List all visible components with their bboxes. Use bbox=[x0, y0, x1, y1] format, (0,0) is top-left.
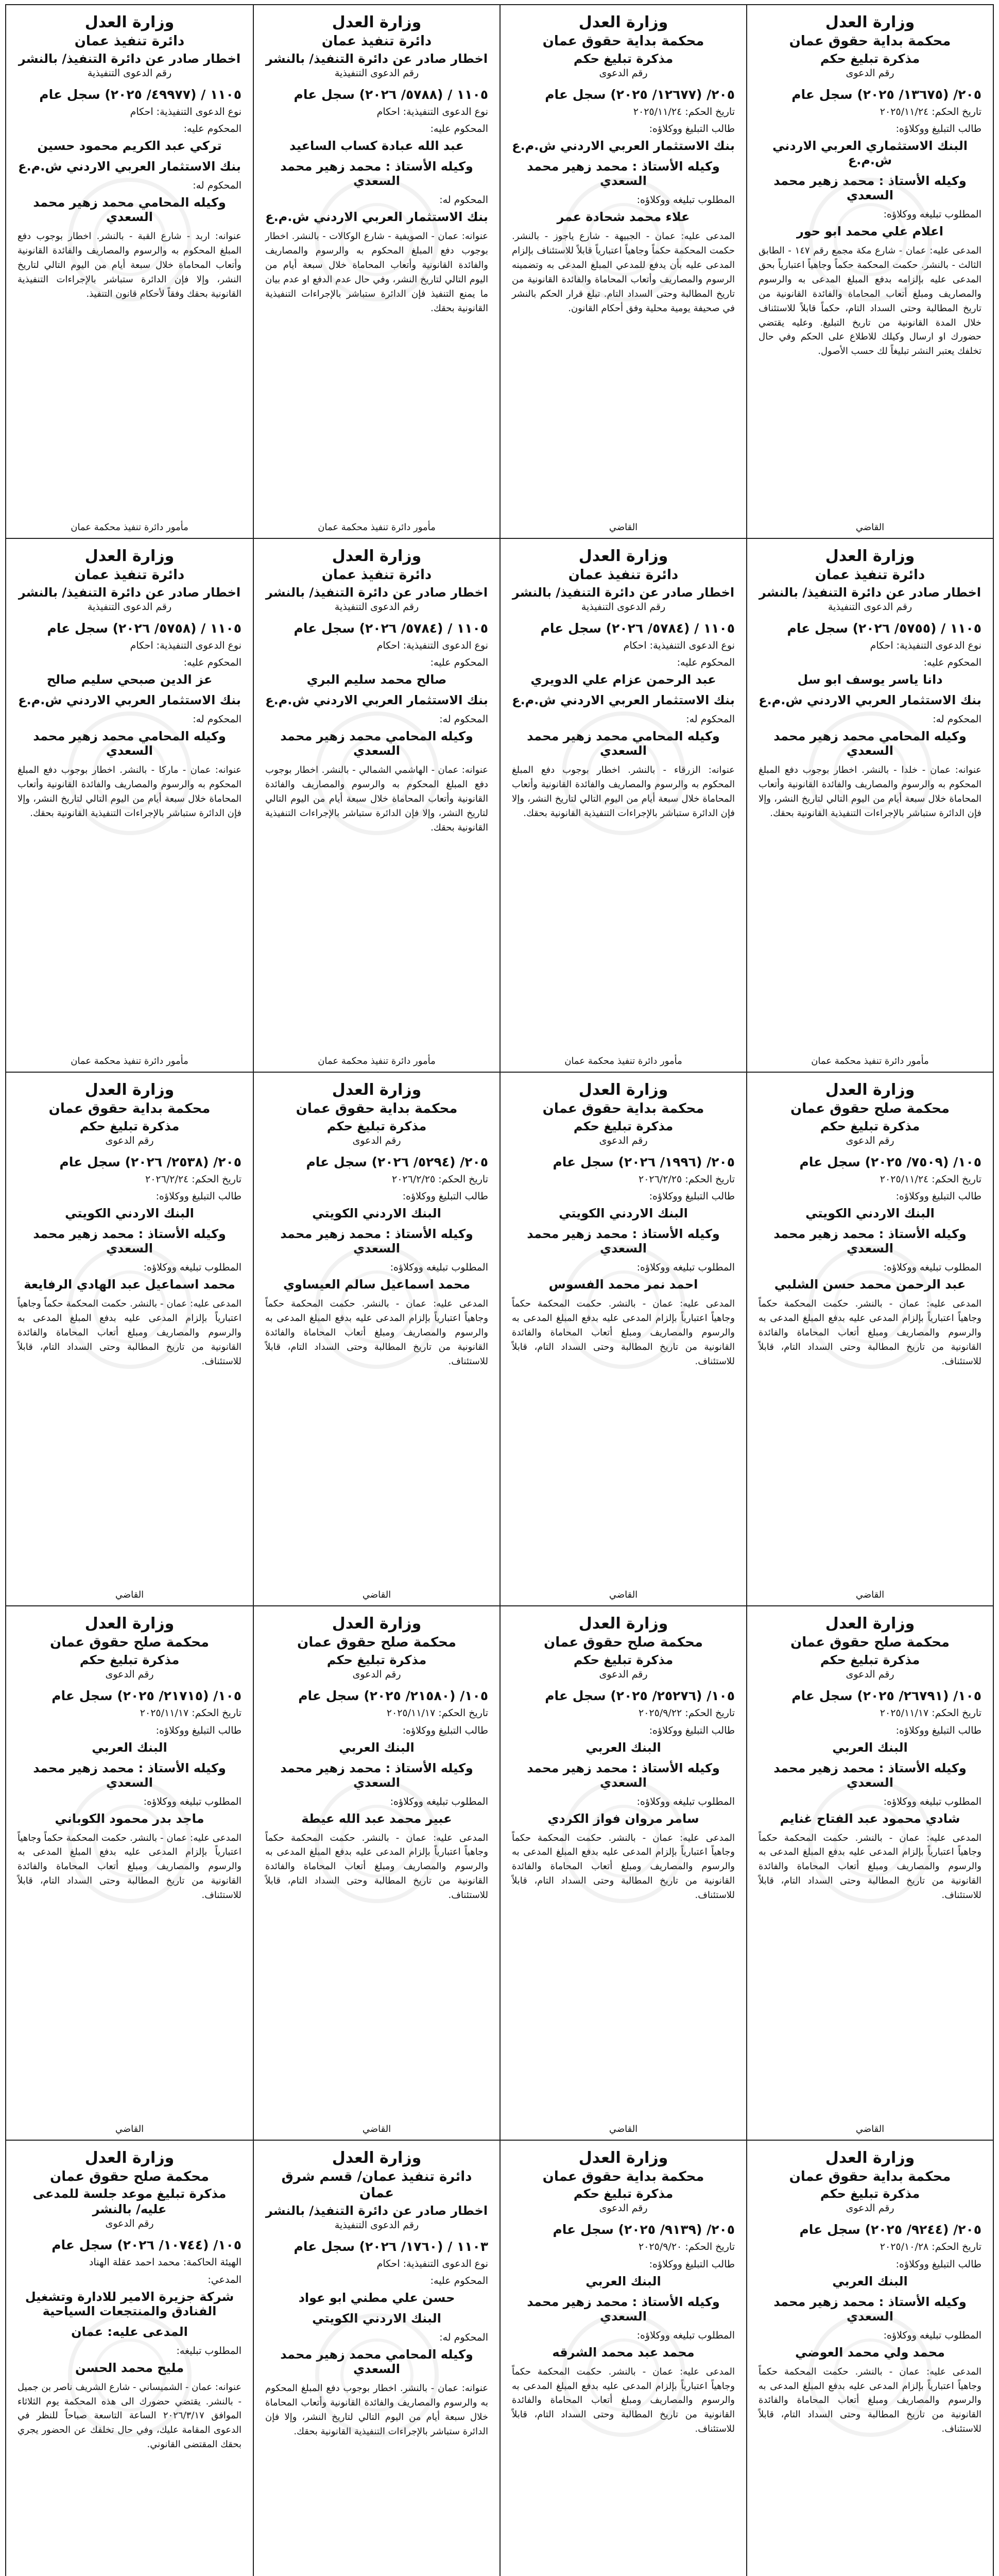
judgment-date: نوع الدعوى التنفيذية: احكام bbox=[623, 639, 735, 651]
case-number: ٢٠٥/ (٩٢٤٤/ ٢٠٢٥) سجل عام bbox=[799, 2222, 981, 2238]
notice-body: المدعى عليه: عمان - الجبيهة - شارع ياجوز - بالنشر. حكمت المحكمة حكماً وجاهياً اعتبارياً قابلاً للاستئناف بإلزام المدعى عليه بأن يدفع للمدعي المبلغ المدعى به وتضمينه الرسوم والمصاريف وأتعاب المحاماة والفائدة القانونية من تاريخ المطالبة وحتى السداد التام. تبلغ قرار الحكم بالنشر في صحيفة يومية محلية وفق أحكام القانون. bbox=[512, 231, 735, 314]
notice-body: عنوانه: الزرقاء - بالنشر. اخطار بوجوب دفع المبلغ المحكوم به والرسوم والمصاريف والفائدة القانونية وأتعاب المحاماة خلال سبعة أيام من اليوم التالي لتاريخ النشر، وإلا فإن الدائرة ستباشر بالإجراءات التنفيذية القانونية بحقك. bbox=[512, 765, 735, 819]
recipient-label: المطلوب تبليغه ووكلاؤه: bbox=[883, 1795, 981, 1807]
party-agent: وكيله الأستاذ : محمد زهير محمد السعدي bbox=[527, 2294, 720, 2324]
legal-notice bbox=[6, 5, 253, 539]
party-recipient: احمد نمر محمد الفسوس bbox=[548, 1277, 698, 1292]
notice-type: مذكرة تبليغ حكم bbox=[326, 1652, 427, 1667]
signature-line: القاضي bbox=[609, 2123, 638, 2134]
recipient-label: المحكوم له: bbox=[193, 180, 242, 192]
legal-notice bbox=[746, 539, 993, 1073]
party-agent: وكيله الأستاذ : محمد زهير محمد السعدي bbox=[527, 1760, 720, 1790]
ministry-title: وزارة العدل bbox=[332, 1081, 422, 1099]
notice-type: مذكرة تبليغ موعد جلسة للمدعى عليه/ بالنشر bbox=[32, 2187, 227, 2217]
party-primary: البنك الاردني الكويتي bbox=[805, 1206, 935, 1221]
judgment-date: تاريخ الحكم: ٢٠٢٥/١١/٢٤ bbox=[880, 106, 981, 117]
ministry-title: وزارة العدل bbox=[332, 547, 422, 566]
requester-label: طالب التبليغ ووكلاؤه: bbox=[156, 1724, 242, 1736]
judgment-date: تاريخ الحكم: ٢٠٢٥/١١/١٧ bbox=[140, 1707, 242, 1719]
recipient-label: المحكوم له: bbox=[439, 194, 488, 206]
legal-notice bbox=[253, 1073, 499, 1606]
party-recipient: وكيله المحامي محمد زهير محمد السعدي bbox=[280, 729, 473, 758]
notice-type: مذكرة تبليغ حكم bbox=[820, 2187, 920, 2201]
judgment-date: تاريخ الحكم: ٢٠٢٥/١١/١٧ bbox=[880, 1707, 981, 1719]
notice-type: مذكرة تبليغ حكم bbox=[820, 1652, 920, 1667]
party-recipient: عبير محمد عبد الله عيطة bbox=[301, 1811, 452, 1826]
court-name: دائرة تنفيذ عمان bbox=[321, 567, 432, 583]
party-primary: شركة جزيرة الامير للادارة وتشغيل الفنادق والمنتجعات السياحية bbox=[25, 2289, 234, 2318]
legal-notice bbox=[253, 2141, 499, 2576]
legal-notice bbox=[253, 539, 499, 1073]
case-number-label: رقم الدعوى التنفيذية bbox=[334, 2219, 419, 2231]
recipient-label: المطلوب تبليغه ووكلاؤه: bbox=[636, 194, 735, 206]
requester-label: المحكوم عليه: bbox=[430, 2275, 488, 2287]
party-recipient: محمد ولي محمد العوضي bbox=[795, 2345, 945, 2360]
signature-line: القاضي bbox=[115, 1589, 144, 1601]
requester-label: المحكوم عليه: bbox=[430, 123, 488, 135]
party-agent: بنك الاستثمار العربي الاردني ش.م.ع bbox=[18, 159, 241, 174]
party-recipient: اعلام علي محمد ابو حور bbox=[797, 224, 943, 239]
party-recipient: علاء محمد شحادة عمر bbox=[557, 210, 690, 225]
ministry-title: وزارة العدل bbox=[84, 2148, 175, 2167]
case-number: ١٠٥/ (٢١٥٨٠/ ٢٠٢٥) سجل عام bbox=[298, 1688, 488, 1703]
legal-notice bbox=[746, 5, 993, 539]
case-number-label: رقم الدعوى bbox=[846, 1668, 894, 1680]
ministry-title: وزارة العدل bbox=[825, 1081, 915, 1099]
requester-label: المدعي: bbox=[208, 2274, 242, 2285]
requester-label: المحكوم عليه: bbox=[923, 657, 981, 669]
case-number-label: رقم الدعوى التنفيذية bbox=[334, 601, 419, 613]
signature-line: القاضي bbox=[115, 2123, 144, 2134]
party-recipient: وكيله المحامي محمد زهير محمد السعدي bbox=[527, 729, 720, 758]
recipient-label: المطلوب تبليغه ووكلاؤه: bbox=[390, 1795, 488, 1807]
party-agent: وكيله الأستاذ : محمد زهير محمد السعدي bbox=[773, 2294, 967, 2324]
court-name: محكمة صلح حقوق عمان bbox=[297, 1635, 456, 1651]
notice-type: مذكرة تبليغ حكم bbox=[79, 1118, 180, 1133]
recipient-label: المطلوب تبليغه ووكلاؤه: bbox=[883, 209, 981, 221]
ministry-title: وزارة العدل bbox=[825, 13, 915, 31]
party-primary: حسن علي مطني ابو عواد bbox=[298, 2291, 455, 2306]
case-number: ٢٠٥/ (٥٢٩٤/ ٢٠٢٦) سجل عام bbox=[306, 1154, 488, 1170]
case-number: ١٠٥/ (٢٥٢٧٦/ ٢٠٢٥) سجل عام bbox=[545, 1688, 735, 1703]
recipient-label: المحكوم له: bbox=[933, 714, 981, 725]
party-agent: وكيله الأستاذ : محمد زهير محمد السعدي bbox=[280, 1760, 473, 1790]
signature-line: القاضي bbox=[609, 1589, 638, 1601]
signature-line: مأمور دائرة تنفيذ محكمة عمان bbox=[71, 1056, 188, 1067]
party-primary: صالح محمد سليم البري bbox=[306, 672, 447, 687]
ministry-title: وزارة العدل bbox=[578, 1615, 668, 1633]
case-number: ١١٠٥ / (٤٩٩٧٧/ ٢٠٢٥) سجل عام bbox=[39, 87, 242, 102]
signature-line: القاضي bbox=[362, 2123, 391, 2134]
party-primary: البنك العربي bbox=[339, 1740, 415, 1755]
notice-body: عنوانه: عمان - الشميساني - شارع الشريف ناصر بن جميل - بالنشر. يقتضي حضورك الى هذه المحكمة يوم الثلاثاء الموافق ٢٠٢٦/٣/١٧ الساعة التاسعة صباحاً للنظر في الدعوى المقامة عليك، وفي حال تخلفك عن الحضور يجري بحقك المقتضى القانوني. bbox=[18, 2381, 242, 2450]
notice-body: المدعى عليه: عمان - بالنشر. حكمت المحكمة حكماً وجاهياً اعتبارياً بإلزام المدعى عليه بدفع المبلغ المدعى به والرسوم والمصاريف ومبلغ أتعاب المحاماة والفائدة القانونية من تاريخ المطالبة وحتى السداد التام، قابلاً للاستئناف. bbox=[512, 1298, 735, 1367]
notice-body: المدعى عليه: عمان - بالنشر. حكمت المحكمة حكماً وجاهياً اعتبارياً بإلزام المدعى عليه بدفع المبلغ المدعى به والرسوم والمصاريف ومبلغ أتعاب المحاماة والفائدة القانونية من تاريخ المطالبة وحتى السداد التام، قابلاً للاستئناف. bbox=[265, 1298, 488, 1367]
ministry-title: وزارة العدل bbox=[578, 2148, 668, 2167]
court-name: دائرة تنفيذ عمان bbox=[74, 567, 185, 583]
requester-label: طالب التبليغ ووكلاؤه: bbox=[649, 123, 735, 135]
court-name: محكمة بداية حقوق عمان bbox=[296, 1101, 458, 1117]
case-number-label: رقم الدعوى bbox=[105, 2218, 154, 2230]
signature-line: مأمور دائرة تنفيذ محكمة عمان bbox=[564, 1056, 682, 1067]
legal-notice bbox=[499, 1073, 746, 1606]
judgment-date: الهيئة الحاكمة: محمد احمد عقلة الهناد bbox=[89, 2257, 242, 2268]
ministry-title: وزارة العدل bbox=[578, 547, 668, 566]
legal-notice bbox=[746, 1073, 993, 1606]
judgment-date: تاريخ الحكم: ٢٠٢٥/١١/٢٤ bbox=[880, 1173, 981, 1185]
notice-body: المدعى عليه: عمان - بالنشر. حكمت المحكمة حكماً وجاهياً اعتبارياً بإلزام المدعى عليه بدفع المبلغ المدعى به والرسوم والمصاريف ومبلغ أتعاب المحاماة والفائدة القانونية من تاريخ المطالبة وحتى السداد التام، قابلاً للاستئناف. bbox=[759, 1298, 981, 1367]
court-name: دائرة تنفيذ عمان bbox=[321, 33, 432, 49]
legal-notice bbox=[6, 2141, 253, 2576]
case-number-label: رقم الدعوى bbox=[599, 1668, 648, 1680]
court-name: محكمة بداية حقوق عمان bbox=[789, 33, 951, 49]
requester-label: المحكوم عليه: bbox=[430, 657, 488, 669]
case-number: ٢٠٥/ (٢٥٣٨/ ٢٠٢٦) سجل عام bbox=[59, 1154, 242, 1170]
party-recipient: سامر مروان فواز الكردي bbox=[547, 1811, 699, 1826]
party-recipient: وكيله المحامي محمد زهير محمد السعدي bbox=[33, 195, 226, 225]
legal-notice bbox=[6, 1606, 253, 2140]
recipient-label: المطلوب تبليغه ووكلاؤه: bbox=[636, 2329, 735, 2341]
party-primary: البنك العربي bbox=[92, 1740, 167, 1755]
case-number: ١١٠٥ / (٥٧٨٤/ ٢٠٢٦) سجل عام bbox=[540, 620, 735, 636]
requester-label: طالب التبليغ ووكلاؤه: bbox=[649, 1191, 735, 1202]
case-number-label: رقم الدعوى bbox=[846, 67, 894, 79]
ministry-title: وزارة العدل bbox=[578, 13, 668, 31]
party-primary: عبد الرحمن عزام علي الدويري bbox=[530, 672, 716, 687]
party-recipient: شادي محمود عبد الفتاح غنايم bbox=[780, 1811, 960, 1826]
judgment-date: تاريخ الحكم: ٢٠٢٥/٩/٢٠ bbox=[638, 2241, 735, 2253]
legal-notice bbox=[746, 1606, 993, 2140]
party-primary: البنك الاردني الكويتي bbox=[559, 1206, 688, 1221]
judgment-date: تاريخ الحكم: ٢٠٢٥/١٠/٢٨ bbox=[880, 2241, 981, 2253]
legal-notice bbox=[6, 1073, 253, 1606]
ministry-title: وزارة العدل bbox=[84, 1081, 175, 1099]
party-recipient: وكيله المحامي محمد زهير محمد السعدي bbox=[280, 2347, 473, 2377]
party-agent: وكيله الأستاذ : محمد زهير محمد السعدي bbox=[33, 1760, 226, 1790]
party-agent: البنك الاردني الكويتي bbox=[312, 2311, 441, 2326]
case-number: ١٠٥/ (٢٦٧٩١/ ٢٠٢٥) سجل عام bbox=[791, 1688, 981, 1703]
recipient-label: المطلوب تبليغه ووكلاؤه: bbox=[636, 1795, 735, 1807]
requester-label: طالب التبليغ ووكلاؤه: bbox=[402, 1191, 488, 1202]
case-number: ١١٠٣ / (١٧٦٠/ ٢٠٢٦) سجل عام bbox=[294, 2239, 488, 2254]
ministry-title: وزارة العدل bbox=[84, 1615, 175, 1633]
court-name: محكمة بداية حقوق عمان bbox=[48, 1101, 211, 1117]
case-number-label: رقم الدعوى bbox=[105, 1668, 154, 1680]
case-number-label: رقم الدعوى bbox=[599, 1134, 648, 1146]
recipient-label: المطلوب تبليغه ووكلاؤه: bbox=[883, 2329, 981, 2341]
judgment-date: نوع الدعوى التنفيذية: احكام bbox=[130, 639, 242, 651]
notice-body: عنوانه: عمان - ماركا - بالنشر. اخطار بوجوب دفع المبلغ المحكوم به والرسوم والمصاريف والفائدة القانونية وأتعاب المحاماة خلال سبعة أيام من اليوم التالي لتاريخ النشر، وإلا فإن الدائرة ستباشر بالإجراءات التنفيذية القانونية بحقك. bbox=[18, 765, 242, 819]
recipient-label: المطلوب تبليغه ووكلاؤه: bbox=[390, 1262, 488, 1274]
notice-type: مذكرة تبليغ حكم bbox=[573, 51, 674, 66]
party-primary: تركي عبد الكريم محمود حسين bbox=[37, 139, 222, 154]
notice-type: مذكرة تبليغ حكم bbox=[326, 1118, 427, 1133]
legal-notice bbox=[499, 5, 746, 539]
party-primary: بنك الاستثمار العربي الاردني ش.م.ع bbox=[512, 139, 735, 154]
notice-type: اخطار صادر عن دائرة التنفيذ/ بالنشر bbox=[265, 51, 488, 66]
notice-body: المدعى عليه: عمان - شارع مكة مجمع رقم ١٤٧ - الطابق الثالث - بالنشر. حكمت المحكمة حكماً وجاهياً اعتبارياً بحق المدعى عليه بإلزامه بدفع المبلغ المدعى به والرسوم والمصاريف ومبلغ أتعاب المحاماة والفائدة القانونية من تاريخ المطالبة وحتى السداد التام، حكماً قابلاً للاستئناف خلال المدة القانونية من تاريخ التبليغ. وعليه يقتضي حضورك او ارسال وكيلك للاطلاع على الحكم وفي حال تخلفك يعتبر النشر تبليغاً لك حسب الأصول. bbox=[759, 245, 981, 357]
ministry-title: وزارة العدل bbox=[825, 2148, 915, 2167]
case-number-label: رقم الدعوى bbox=[599, 67, 648, 79]
court-name: محكمة صلح حقوق عمان bbox=[544, 1635, 703, 1651]
case-number: ١١٠٥ / (٥٧٨٤/ ٢٠٢٦) سجل عام bbox=[294, 620, 488, 636]
signature-line: مأمور دائرة تنفيذ محكمة عمان bbox=[318, 1056, 436, 1067]
judgment-date: تاريخ الحكم: ٢٠٢٦/٢/٢٥ bbox=[638, 1173, 735, 1185]
notice-type: اخطار صادر عن دائرة التنفيذ/ بالنشر bbox=[18, 51, 241, 66]
party-primary: البنك العربي bbox=[832, 1740, 908, 1755]
court-name: دائرة تنفيذ عمان/ قسم شرق عمان bbox=[281, 2168, 472, 2201]
judgment-date: تاريخ الحكم: ٢٠٢٥/٩/٢٢ bbox=[638, 1707, 735, 1719]
notice-body: المدعى عليه: عمان - بالنشر. حكمت المحكمة حكماً وجاهياً اعتبارياً بإلزام المدعى عليه بدفع المبلغ المدعى به والرسوم والمصاريف ومبلغ أتعاب المحاماة والفائدة القانونية من تاريخ المطالبة وحتى السداد التام، قابلاً للاستئناف. bbox=[759, 2366, 981, 2435]
case-number: ٢٠٥/ (١٩٩٦/ ٢٠٢٦) سجل عام bbox=[553, 1154, 735, 1170]
party-recipient: ماجد بدر محمود الكوباني bbox=[55, 1811, 204, 1826]
party-recipient: محمد اسماعيل سالم العيساوي bbox=[283, 1277, 471, 1292]
party-primary: البنك الاردني الكويتي bbox=[312, 1206, 441, 1221]
case-number: ١١٠٥ / (٥٧٨٨/ ٢٠٢٦) سجل عام bbox=[294, 87, 488, 102]
case-number-label: رقم الدعوى bbox=[352, 1668, 401, 1680]
notice-type: اخطار صادر عن دائرة التنفيذ/ بالنشر bbox=[265, 585, 488, 600]
party-primary: البنك العربي bbox=[585, 2274, 661, 2289]
case-number-label: رقم الدعوى التنفيذية bbox=[87, 601, 172, 613]
party-agent: بنك الاستثمار العربي الاردني ش.م.ع bbox=[265, 693, 488, 708]
party-agent: وكيله الأستاذ : محمد زهير محمد السعدي bbox=[773, 1760, 967, 1790]
signature-line: القاضي bbox=[855, 522, 885, 533]
requester-label: طالب التبليغ ووكلاؤه: bbox=[895, 1191, 981, 1202]
party-agent: وكيله الأستاذ : محمد زهير محمد السعدي bbox=[280, 159, 473, 189]
notice-type: مذكرة تبليغ حكم bbox=[573, 1652, 674, 1667]
requester-label: طالب التبليغ ووكلاؤه: bbox=[649, 1724, 735, 1736]
signature-line: القاضي bbox=[855, 1589, 885, 1601]
recipient-label: المحكوم له: bbox=[686, 714, 735, 725]
party-primary: البنك الاردني الكويتي bbox=[65, 1206, 194, 1221]
notice-body: عنوانه: عمان - الصويفية - شارع الوكالات - بالنشر. اخطار بوجوب دفع المبلغ المحكوم به والرسوم والمصاريف والفائدة القانونية وأتعاب المحاماة خلال سبعة أيام من اليوم التالي لتاريخ النشر، وفي حال عدم الدفع او عدم بيان ما يمنع التنفيذ فإن الدائرة ستباشر بالإجراءات التنفيذية القانونية بحقك. bbox=[265, 231, 488, 314]
ministry-title: وزارة العدل bbox=[578, 1081, 668, 1099]
notice-body: المدعى عليه: عمان - بالنشر. حكمت المحكمة حكماً وجاهياً اعتبارياً بإلزام المدعى عليه بدفع المبلغ المدعى به والرسوم والمصاريف ومبلغ أتعاب المحاماة والفائدة القانونية من تاريخ المطالبة وحتى السداد التام، قابلاً للاستئناف. bbox=[512, 2366, 735, 2435]
ministry-title: وزارة العدل bbox=[332, 1615, 422, 1633]
notice-body: المدعى عليه: عمان - بالنشر. حكمت المحكمة حكماً وجاهياً اعتبارياً بإلزام المدعى عليه بدفع المبلغ المدعى به والرسوم والمصاريف ومبلغ أتعاب المحاماة والفائدة القانونية من تاريخ المطالبة وحتى السداد التام، قابلاً للاستئناف. bbox=[265, 1832, 488, 1901]
judgment-date: نوع الدعوى التنفيذية: احكام bbox=[376, 106, 488, 117]
signature-line: مأمور دائرة تنفيذ محكمة عمان bbox=[71, 522, 188, 533]
case-number-label: رقم الدعوى bbox=[599, 2202, 648, 2214]
case-number-label: رقم الدعوى bbox=[846, 2202, 894, 2214]
party-recipient: محمد اسماعيل عبد الهادي الرفايعة bbox=[24, 1277, 235, 1292]
notice-body: المدعى عليه: عمان - بالنشر. حكمت المحكمة حكماً وجاهياً اعتبارياً بإلزام المدعى عليه بدفع المبلغ المدعى به والرسوم والمصاريف ومبلغ أتعاب المحاماة والفائدة القانونية من تاريخ المطالبة وحتى السداد التام، قابلاً للاستئناف. bbox=[512, 1832, 735, 1901]
case-number-label: رقم الدعوى التنفيذية bbox=[334, 67, 419, 79]
requester-label: طالب التبليغ ووكلاؤه: bbox=[895, 123, 981, 135]
notice-body: عنوانه: اربد - شارع القبة - بالنشر. اخطار بوجوب دفع المبلغ المحكوم به والرسوم والمصاريف والفائدة القانونية وأتعاب المحاماة خلال سبعة أيام من اليوم التالي لتاريخ النشر، وإلا فإن الدائرة ستباشر بالإجراءات التنفيذية القانونية بحقك وفقاً لأحكام قانون التنفيذ. bbox=[18, 231, 242, 299]
case-number: ١١٠٥ / (٥٧٥٥/ ٢٠٢٦) سجل عام bbox=[787, 620, 981, 636]
case-number: ١١٠٥ / (٥٧٥٨/ ٢٠٢٦) سجل عام bbox=[47, 620, 242, 636]
court-name: محكمة بداية حقوق عمان bbox=[542, 2168, 704, 2184]
notice-type: اخطار صادر عن دائرة التنفيذ/ بالنشر bbox=[512, 585, 735, 600]
court-name: محكمة صلح حقوق عمان bbox=[50, 2168, 209, 2184]
party-recipient: وكيله المحامي محمد زهير محمد السعدي bbox=[33, 729, 226, 758]
case-number: ١٠٥/ (٧٥٠٩/ ٢٠٢٥) سجل عام bbox=[799, 1154, 981, 1170]
legal-notice bbox=[499, 1606, 746, 2140]
requester-label: طالب التبليغ ووكلاؤه: bbox=[649, 2258, 735, 2270]
ministry-title: وزارة العدل bbox=[332, 2148, 422, 2167]
party-agent: وكيله الأستاذ : محمد زهير محمد السعدي bbox=[527, 1227, 720, 1256]
judgment-date: تاريخ الحكم: ٢٠٢٥/١١/٢٤ bbox=[633, 106, 735, 117]
ministry-title: وزارة العدل bbox=[84, 547, 175, 566]
party-recipient: عبد الرحمن محمد حسن الشلبي bbox=[774, 1277, 966, 1292]
requester-label: طالب التبليغ ووكلاؤه: bbox=[156, 1191, 242, 1202]
legal-notice bbox=[253, 1606, 499, 2140]
notice-type: اخطار صادر عن دائرة التنفيذ/ بالنشر bbox=[759, 585, 981, 600]
notice-type: مذكرة تبليغ حكم bbox=[79, 1652, 180, 1667]
case-number-label: رقم الدعوى التنفيذية bbox=[828, 601, 912, 613]
party-primary: عز الدين صبحي سليم صالح bbox=[46, 672, 213, 687]
party-recipient: وكيله المحامي محمد زهير محمد السعدي bbox=[773, 729, 967, 758]
notice-type: مذكرة تبليغ حكم bbox=[573, 1118, 674, 1133]
party-agent: وكيله الأستاذ : محمد زهير محمد السعدي bbox=[33, 1227, 226, 1256]
case-number: ١٠٥/ (٢١٧١٥/ ٢٠٢٥) سجل عام bbox=[51, 1688, 242, 1703]
judgment-date: نوع الدعوى التنفيذية: احكام bbox=[130, 106, 242, 117]
notice-body: المدعى عليه: عمان - بالنشر. حكمت المحكمة حكماً وجاهياً اعتبارياً بإلزام المدعى عليه بدفع المبلغ المدعى به والرسوم والمصاريف ومبلغ أتعاب المحاماة والفائدة القانونية من تاريخ المطالبة وحتى السداد التام، قابلاً للاستئناف. bbox=[18, 1832, 242, 1901]
judgment-date: تاريخ الحكم: ٢٠٢٦/٢/٢٥ bbox=[391, 1173, 488, 1185]
case-number-label: رقم الدعوى bbox=[105, 1134, 154, 1146]
judgment-date: نوع الدعوى التنفيذية: احكام bbox=[376, 639, 488, 651]
signature-line: القاضي bbox=[362, 1589, 391, 1601]
notices-grid bbox=[5, 4, 994, 2576]
court-name: دائرة تنفيذ عمان bbox=[74, 33, 185, 49]
case-number-label: رقم الدعوى bbox=[352, 1134, 401, 1146]
signature-line: القاضي bbox=[609, 522, 638, 533]
signature-line: مأمور دائرة تنفيذ محكمة عمان bbox=[318, 522, 436, 533]
case-number-label: رقم الدعوى bbox=[846, 1134, 894, 1146]
court-name: محكمة صلح حقوق عمان bbox=[790, 1635, 950, 1651]
notice-type: مذكرة تبليغ حكم bbox=[573, 2187, 674, 2201]
court-name: دائرة تنفيذ عمان bbox=[568, 567, 679, 583]
recipient-label: المحكوم له: bbox=[439, 2332, 488, 2344]
recipient-label: المطلوب تبليغه: bbox=[176, 2345, 242, 2357]
recipient-label: المطلوب تبليغه ووكلاؤه: bbox=[143, 1795, 242, 1807]
party-agent: وكيله الأستاذ : محمد زهير محمد السعدي bbox=[280, 1227, 473, 1256]
party-agent: بنك الاستثمار العربي الاردني ش.م.ع bbox=[18, 693, 241, 708]
party-agent: وكيله الأستاذ : محمد زهير محمد السعدي bbox=[773, 1227, 967, 1256]
court-name: محكمة بداية حقوق عمان bbox=[542, 1101, 704, 1117]
notice-type: مذكرة تبليغ حكم bbox=[820, 51, 920, 66]
legal-notice bbox=[6, 539, 253, 1073]
party-primary: البنك الاستثماري العربي الاردني ش.م.ع bbox=[772, 139, 968, 168]
party-primary: عبد الله عبادة كساب الساعيد bbox=[289, 139, 464, 154]
recipient-label: المحكوم له: bbox=[193, 714, 242, 725]
party-recipient: مليح محمد الحسن bbox=[75, 2360, 184, 2375]
party-primary: البنك العربي bbox=[585, 1740, 661, 1755]
court-name: محكمة صلح حقوق عمان bbox=[790, 1101, 950, 1117]
legal-notice bbox=[499, 539, 746, 1073]
notice-body: عنوانه: عمان - الهاشمي الشمالي - بالنشر. اخطار بوجوب دفع المبلغ المحكوم به والرسوم والمصاريف والفائدة القانونية وأتعاب المحاماة خلال سبعة أيام من اليوم التالي لتاريخ النشر، وإلا فإن الدائرة ستباشر بالإجراءات التنفيذية القانونية بحقك. bbox=[265, 765, 488, 833]
judgment-date: نوع الدعوى التنفيذية: احكام bbox=[376, 2258, 488, 2269]
requester-label: المحكوم عليه: bbox=[183, 123, 242, 135]
judgment-date: نوع الدعوى التنفيذية: احكام bbox=[870, 639, 981, 651]
party-primary: دانا ياسر يوسف ابو سل bbox=[797, 672, 943, 687]
recipient-label: المطلوب تبليغه ووكلاؤه: bbox=[636, 1262, 735, 1274]
judgment-date: تاريخ الحكم: ٢٠٢٥/١١/١٧ bbox=[386, 1707, 488, 1719]
notice-body: عنوانه: عمان - بالنشر. اخطار بوجوب دفع المبلغ المحكوم به والرسوم والمصاريف والفائدة القانونية وأتعاب المحاماة خلال سبعة أيام من اليوم التالي لتاريخ النشر، وإلا فإن الدائرة ستباشر بالإجراءات التنفيذية القانونية بحقك. bbox=[265, 2383, 488, 2437]
case-number-label: رقم الدعوى التنفيذية bbox=[581, 601, 666, 613]
party-agent: المدعى عليه: عمان bbox=[71, 2324, 188, 2339]
party-recipient: بنك الاستثمار العربي الاردني ش.م.ع bbox=[265, 210, 488, 225]
recipient-label: المطلوب تبليغه ووكلاؤه: bbox=[883, 1262, 981, 1274]
notice-type: اخطار صادر عن دائرة التنفيذ/ بالنشر bbox=[265, 2203, 488, 2218]
signature-line: مأمور دائرة تنفيذ محكمة عمان bbox=[811, 1056, 929, 1067]
requester-label: المحكوم عليه: bbox=[183, 657, 242, 669]
party-primary: البنك العربي bbox=[832, 2274, 908, 2289]
party-agent: وكيله الأستاذ : محمد زهير محمد السعدي bbox=[527, 159, 720, 189]
ministry-title: وزارة العدل bbox=[825, 547, 915, 566]
case-number: ٢٠٥/ (١٣٦٧٥/ ٢٠٢٥) سجل عام bbox=[791, 87, 981, 102]
notice-body: المدعى عليه: عمان - بالنشر. حكمت المحكمة حكماً وجاهياً اعتبارياً بإلزام المدعى عليه بدفع المبلغ المدعى به والرسوم والمصاريف ومبلغ أتعاب المحاماة والفائدة القانونية من تاريخ المطالبة وحتى السداد التام، قابلاً للاستئناف. bbox=[759, 1832, 981, 1901]
notice-body: المدعى عليه: عمان - بالنشر. حكمت المحكمة حكماً وجاهياً اعتبارياً بإلزام المدعى عليه بدفع المبلغ المدعى به والرسوم والمصاريف ومبلغ أتعاب المحاماة والفائدة القانونية من تاريخ المطالبة وحتى السداد التام، قابلاً للاستئناف. bbox=[18, 1298, 242, 1367]
judgment-date: تاريخ الحكم: ٢٠٢٦/٢/٢٤ bbox=[145, 1173, 242, 1185]
requester-label: طالب التبليغ ووكلاؤه: bbox=[895, 2258, 981, 2270]
notice-body: عنوانه: عمان - خلدا - بالنشر. اخطار بوجوب دفع المبلغ المحكوم به والرسوم والمصاريف والفائدة القانونية وأتعاب المحاماة خلال سبعة أيام من اليوم التالي لتاريخ النشر، وإلا فإن الدائرة ستباشر بالإجراءات التنفيذية القانونية بحقك. bbox=[759, 765, 981, 819]
case-number-label: رقم الدعوى التنفيذية bbox=[87, 67, 172, 79]
ministry-title: وزارة العدل bbox=[825, 1615, 915, 1633]
court-name: محكمة صلح حقوق عمان bbox=[50, 1635, 209, 1651]
requester-label: طالب التبليغ ووكلاؤه: bbox=[402, 1724, 488, 1736]
legal-notice bbox=[253, 5, 499, 539]
party-agent: وكيله الأستاذ : محمد زهير محمد السعدي bbox=[773, 174, 967, 203]
ministry-title: وزارة العدل bbox=[332, 13, 422, 31]
recipient-label: المطلوب تبليغه ووكلاؤه: bbox=[143, 1262, 242, 1274]
legal-notice bbox=[746, 2141, 993, 2576]
notice-type: اخطار صادر عن دائرة التنفيذ/ بالنشر bbox=[18, 585, 241, 600]
party-agent: بنك الاستثمار العربي الاردني ش.م.ع bbox=[512, 693, 735, 708]
ministry-title: وزارة العدل bbox=[84, 13, 175, 31]
case-number: ٢٠٥/ (٩١٣٩/ ٢٠٢٥) سجل عام bbox=[553, 2222, 735, 2238]
court-name: محكمة بداية حقوق عمان bbox=[789, 2168, 951, 2184]
court-name: دائرة تنفيذ عمان bbox=[815, 567, 925, 583]
notice-type: مذكرة تبليغ حكم bbox=[820, 1118, 920, 1133]
legal-notice bbox=[499, 2141, 746, 2576]
party-agent: بنك الاستثمار العربي الاردني ش.م.ع bbox=[759, 693, 981, 708]
court-name: محكمة بداية حقوق عمان bbox=[542, 33, 704, 49]
requester-label: طالب التبليغ ووكلاؤه: bbox=[895, 1724, 981, 1736]
case-number: ٢٠٥/ (١٢٦٧٧/ ٢٠٢٥) سجل عام bbox=[545, 87, 735, 102]
case-number: ١٠٥/ (١٠٧٤٤/ ٢٠٢٦) سجل عام bbox=[51, 2238, 242, 2253]
signature-line: القاضي bbox=[855, 2123, 885, 2134]
requester-label: المحكوم عليه: bbox=[677, 657, 735, 669]
party-recipient: محمد عبد محمد الشرقه bbox=[552, 2345, 695, 2360]
recipient-label: المحكوم له: bbox=[439, 714, 488, 725]
